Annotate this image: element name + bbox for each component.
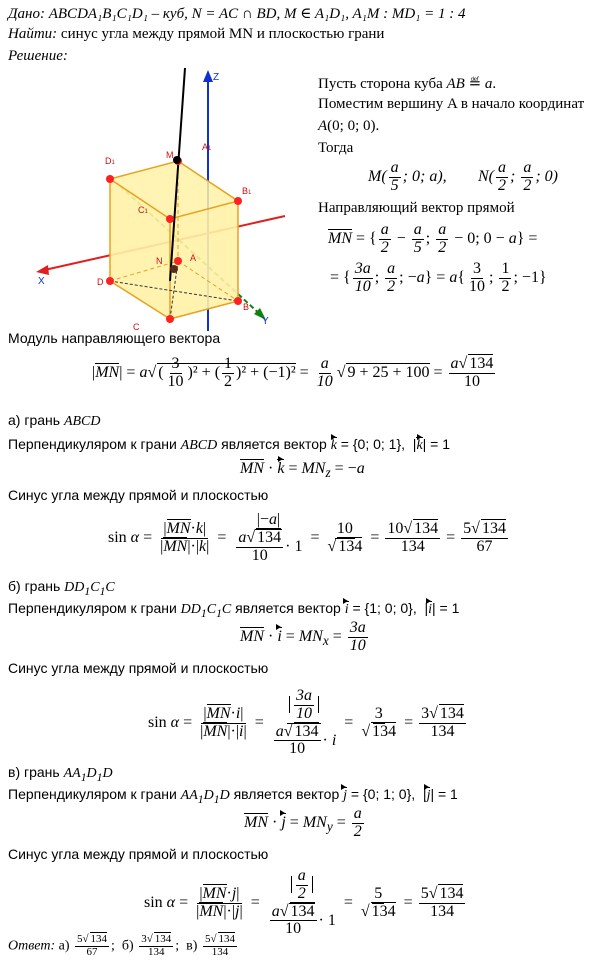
modulus-label: Модуль направляющего вектора xyxy=(8,330,221,346)
find-line xyxy=(8,26,384,43)
point-m xyxy=(173,156,181,164)
part-c-dot: MN · $j = MN_y$ = $\frac{a}{2}$ xyxy=(244,805,362,840)
answer-label: Ответ: xyxy=(8,938,56,954)
part-a-sine: sin α = $\frac{|MN\cdot k|}{|MN|\cdot|k|}$ = |−a| $\frac{a√ 134}{10}$ · 1 = $\frac{10}{√ 134}$ = $\frac{10√ 134}{134}$ = $\frac{5√ 134}{67}$ xyxy=(108,511,506,564)
find-label: Найти: xyxy=(8,26,58,42)
z-axis-arrow xyxy=(203,70,213,82)
given-text: ABCDA₁B₁C₁D₁ – куб, N = AC ∩ BD, M ∈ A₁D₁, A₁M : MD₁ = 1 : 4 xyxy=(48,6,466,22)
svg-text:Z: Z xyxy=(213,72,220,83)
svg-text:A1: A1 xyxy=(202,142,212,152)
part-c-sine-label: Синус угла между прямой и плоскостью xyxy=(8,846,269,862)
part-b-dot: MN · $i = MN_x$ = $\frac{3a}{10}$ xyxy=(240,619,366,654)
x-axis-arrow xyxy=(36,265,49,275)
svg-text:D: D xyxy=(97,277,104,287)
svg-text:A: A xyxy=(190,253,197,263)
point-m-coords: M( $\frac{a}{5}$ ; 0; a), xyxy=(368,159,447,194)
answer-line: Ответ: а) $\frac{5√ 134}{67}$ ; б) $\frac{3√ 134}{134}$ ; в) $\frac{5√ 134}{134}$ xyxy=(8,933,235,958)
part-a-dot: MN · $k = MN_z = -a$ xyxy=(240,460,365,481)
svg-text:Y: Y xyxy=(262,316,269,327)
given-line xyxy=(8,4,466,23)
find-text: синус угла между прямой MN и плоскостью грани xyxy=(60,26,385,42)
part-a-sine-label: Синус угла между прямой и плоскостью xyxy=(8,487,269,503)
part-a-title: а) грань ABCD xyxy=(8,412,101,429)
cube-figure xyxy=(30,66,305,336)
part-c-perp: Перпендикуляром к грани $AA_1D_1D$ является вектор j = {0; 1; 0}, |j| = 1 xyxy=(8,786,458,806)
svg-text:C: C xyxy=(133,322,140,332)
svg-text:D1: D1 xyxy=(105,156,115,166)
point-n-coords: N( $\frac{a}{2}$ ; $\frac{a}{2}$ ; 0) xyxy=(478,159,558,194)
setup-line3: A(0; 0; 0). xyxy=(318,118,380,134)
setup-line1: Пусть сторона куба AB ≝ a. xyxy=(318,76,497,92)
setup-line4: Тогда xyxy=(318,140,354,156)
part-c-sine: sin α = $\frac{|MN\cdot j|}{|MN|\cdot|j|}$ = $\frac{a}{2}$ $\frac{a√ 134}{10}$ · 1 = $\frac{5}{√ 134}$ = $\frac{5√ 134}{134}$ xyxy=(144,867,464,938)
svg-text:M: M xyxy=(166,150,174,160)
part-b-title: б) грань $DD_1C_1C$ xyxy=(8,578,115,598)
given-label: Дано: xyxy=(8,6,45,22)
svg-text:B1: B1 xyxy=(242,186,252,196)
mn-vector-line1: MN = { $\frac{a}{2}$ − $\frac{a}{5}$ ; $\frac{a}{2}$ − 0; 0 − a} = xyxy=(328,221,538,256)
mn-vector-line2: = { $\frac{3a}{10}$ ; $\frac{a}{2}$ ; −a} = a{ $\frac{3}{10}$ ; $\frac{1}{2}$ ; −1} xyxy=(330,260,547,295)
part-b-perp: Перпендикуляром к грани $DD_1C_1C$ является вектор i = {1; 0; 0}, |i| = 1 xyxy=(8,600,460,620)
part-c-title: в) грань $AA_1D_1D$ xyxy=(8,764,113,784)
svg-text:X: X xyxy=(38,276,45,287)
part-b-sine: sin α = $\frac{|MN\cdot i|}{|MN|\cdot|i|}$ = $\frac{3a}{10}$ $\frac{a√ 134}{10}$ · i = $\frac{3}{√ 134}$ = $\frac{3√ 134}{134}$ xyxy=(148,687,464,758)
setup-line2: Поместим вершину A в начало координат xyxy=(318,96,585,112)
part-b-sine-label: Синус угла между прямой и плоскостью xyxy=(8,660,269,676)
point-n xyxy=(170,265,178,273)
direction-label: Направляющий вектор прямой xyxy=(318,200,515,216)
solution-label: Решение: xyxy=(8,48,68,64)
modulus-formula: |MN| = a√ ( $\frac{3}{10}$ )² + ( $\frac{1}{2}$ )² + (−1)² = $\frac{a}{10}$ √ 9 + 25 + 100 = $\frac{a√ 134}{10}$ xyxy=(92,355,494,390)
svg-text:N: N xyxy=(156,256,163,266)
svg-text:B: B xyxy=(243,302,250,312)
part-a-perp: Перпендикуляром к грани ABCD является вектор k = {0; 0; 1}, |k| = 1 xyxy=(8,436,451,453)
svg-text:C1: C1 xyxy=(138,205,148,215)
